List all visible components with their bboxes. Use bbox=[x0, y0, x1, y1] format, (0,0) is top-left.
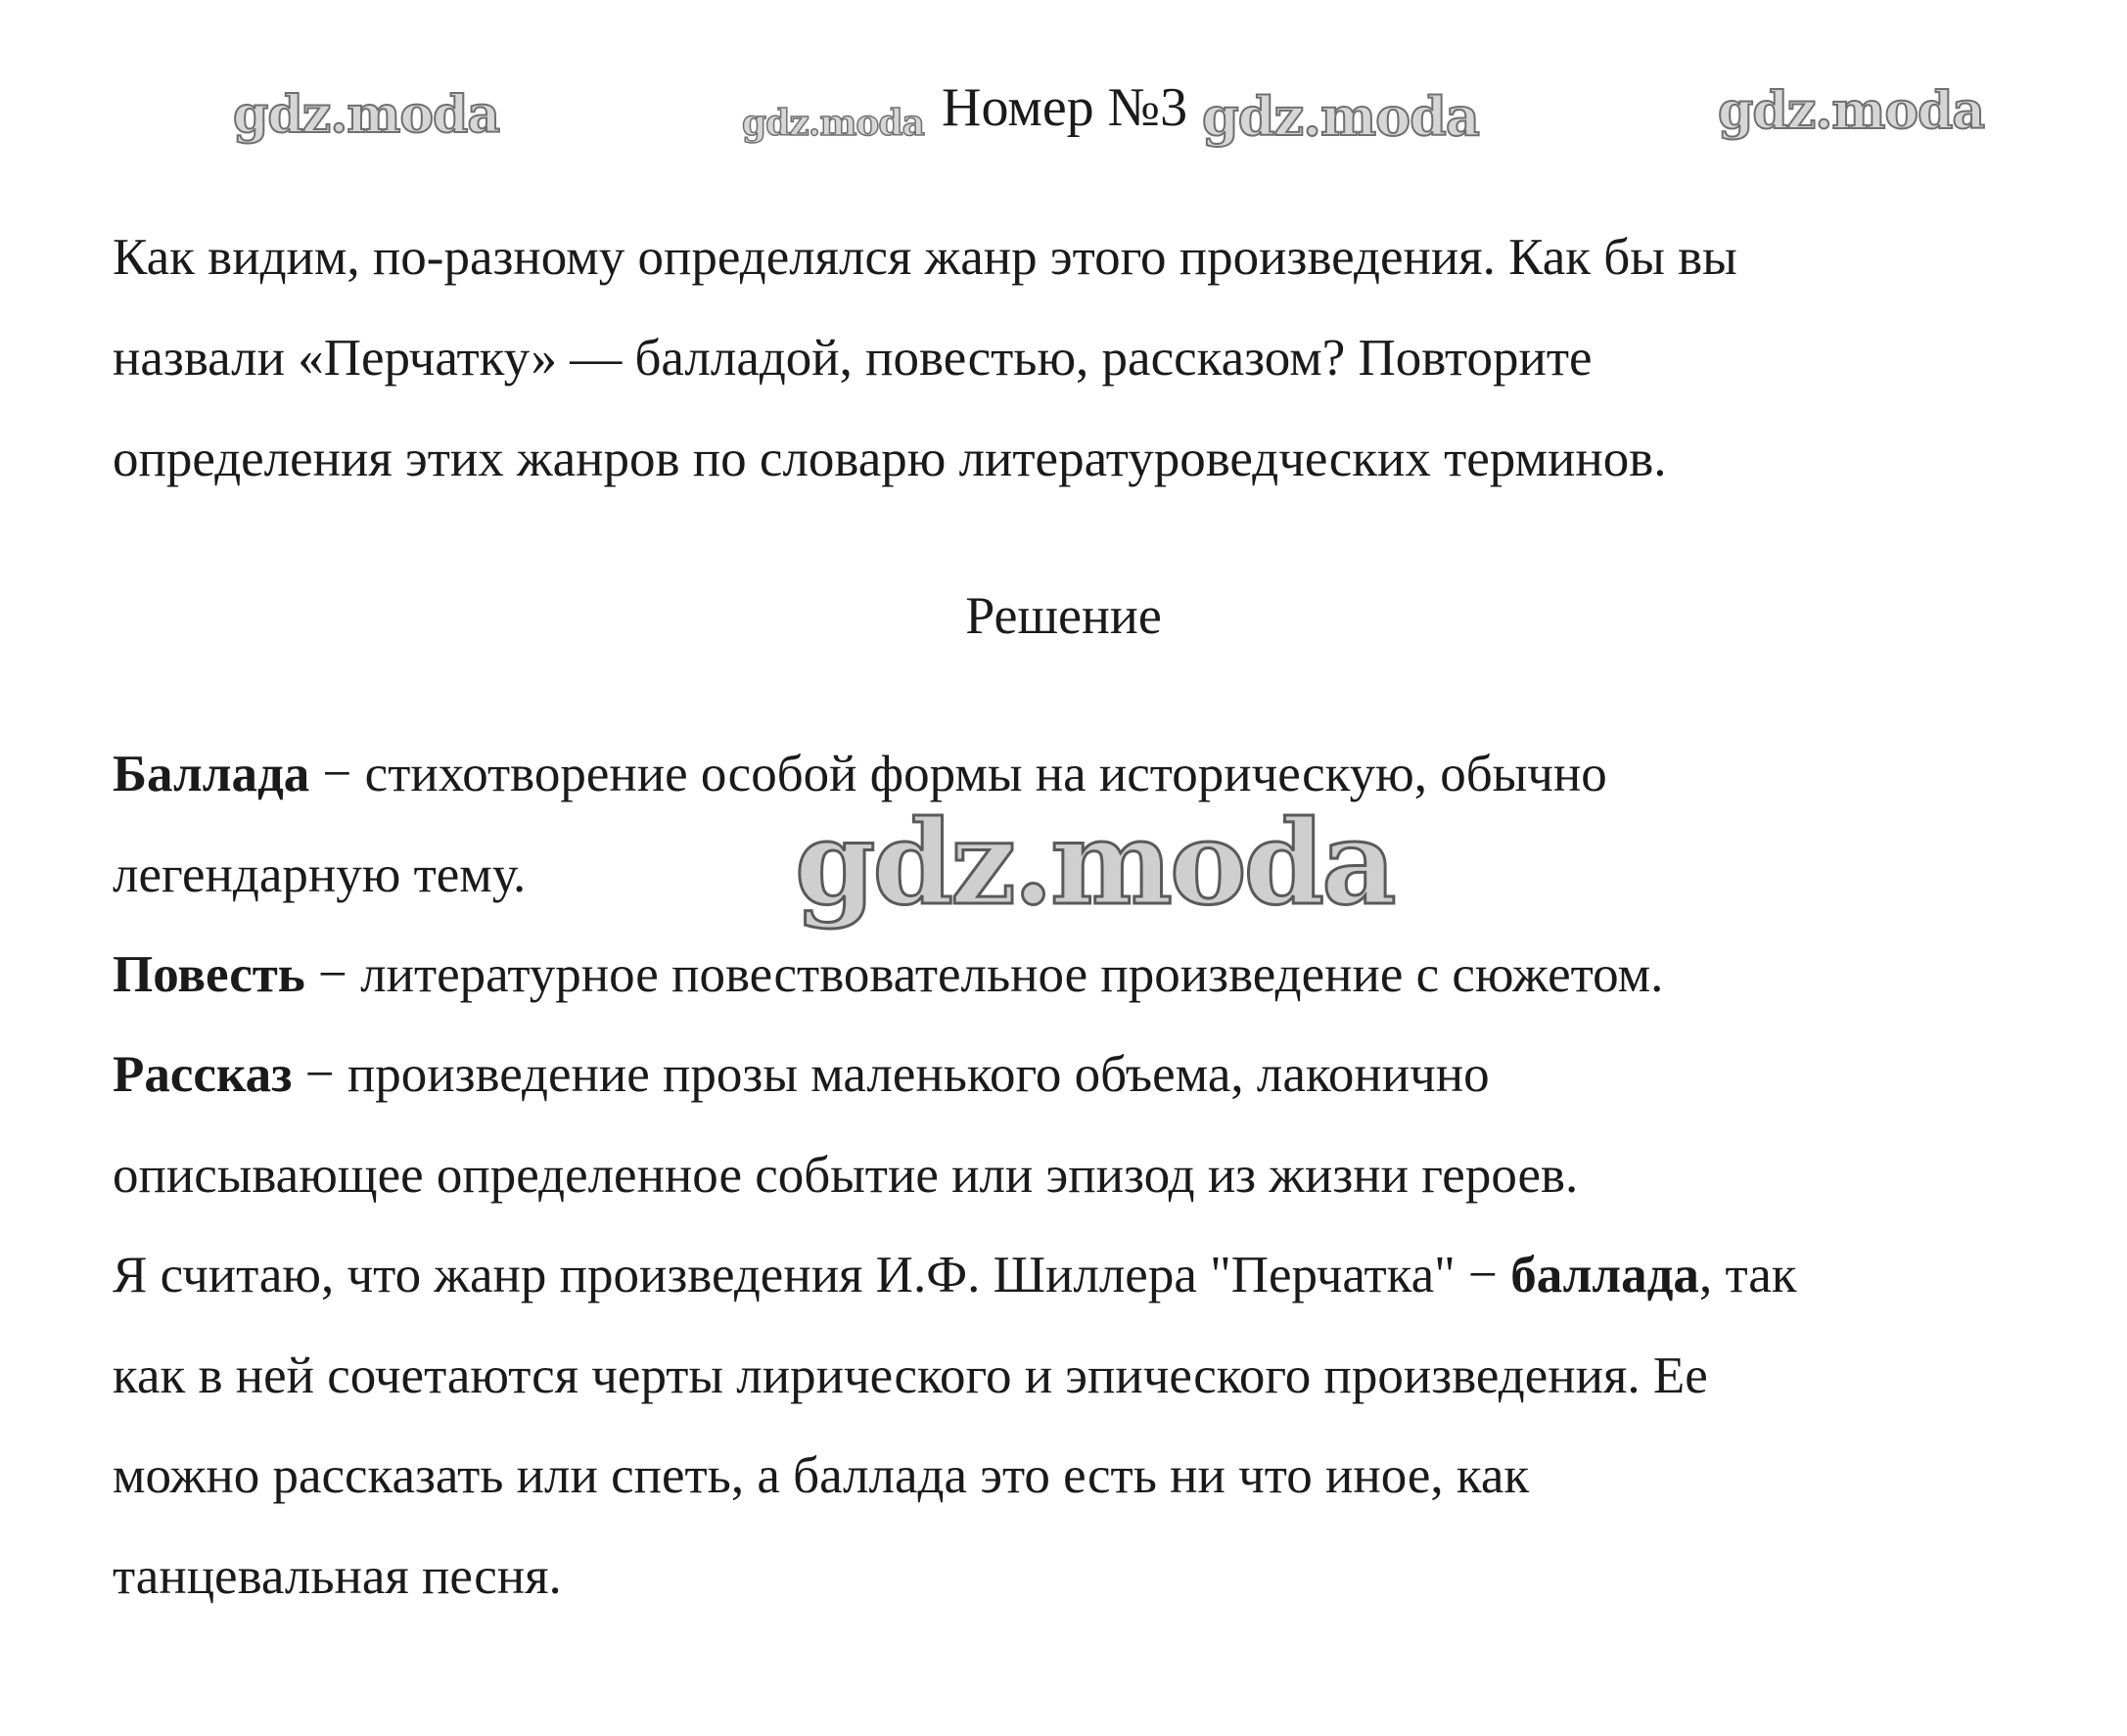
watermark-logo: gdz.moda bbox=[233, 85, 500, 145]
term-ballad: Баллада bbox=[113, 746, 310, 802]
watermark-logo: gdz.moda bbox=[742, 103, 924, 144]
page-title: Номер №3 bbox=[942, 77, 1188, 138]
question-line-1: Как видим, по-разному определялся жанр этого произведения. Как бы вы bbox=[113, 229, 1737, 286]
watermark-logo-large: gdz.moda bbox=[795, 795, 1394, 931]
definition-text: − стихотворение особой формы на историческую, обычно bbox=[309, 746, 1607, 802]
conclusion-line-1 bbox=[113, 1247, 1797, 1303]
definition-ballad-cont: легендарную тему. bbox=[113, 846, 527, 903]
conclusion-line-2: как в ней сочетаются черты лирического и эпического произведения. Ее bbox=[113, 1348, 1708, 1404]
definition-text: − произведение прозы маленького объема, лаконично bbox=[292, 1046, 1490, 1103]
question-line-2: назвали «Перчатку» — балладой, повестью, рассказом? Повторите bbox=[113, 330, 1593, 387]
conclusion-emphasis: баллада bbox=[1510, 1247, 1699, 1303]
term-rasskaz: Рассказ bbox=[113, 1046, 293, 1103]
conclusion-text: Я считаю, что жанр произведения И.Ф. Шиллера "Перчатка" − bbox=[113, 1247, 1511, 1303]
definition-ballad bbox=[113, 746, 1607, 802]
term-povest: Повесть bbox=[113, 946, 305, 1003]
definition-rasskaz bbox=[113, 1046, 1490, 1103]
watermark-logo: gdz.moda bbox=[1202, 85, 1479, 148]
conclusion-line-3: можно рассказать или спеть, а баллада это есть ни что иное, как bbox=[113, 1447, 1530, 1504]
watermark-logo: gdz.moda bbox=[1718, 81, 1985, 141]
conclusion-text: , так bbox=[1698, 1247, 1797, 1303]
definition-rasskaz-cont: описывающее определенное событие или эпизод из жизни героев. bbox=[113, 1147, 1579, 1204]
definition-text: − литературное повествовательное произведение с сюжетом. bbox=[304, 946, 1664, 1003]
question-line-3: определения этих жанров по словарю литературоведческих терминов. bbox=[113, 431, 1667, 487]
definition-povest bbox=[113, 946, 1664, 1003]
conclusion-line-4: танцевальная песня. bbox=[113, 1548, 562, 1605]
solution-heading: Решение bbox=[965, 586, 1162, 645]
